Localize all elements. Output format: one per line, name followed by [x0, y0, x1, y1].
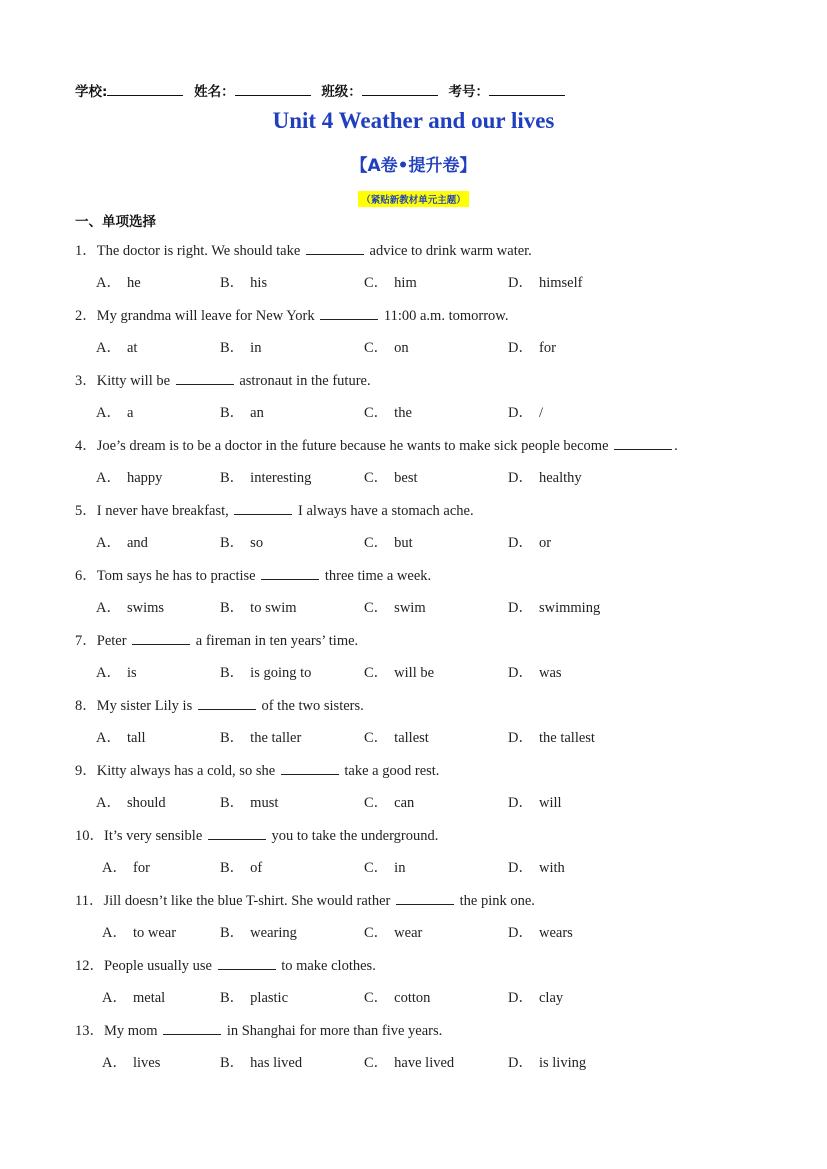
option-text: must	[250, 795, 279, 811]
question-text	[75, 369, 371, 390]
option-text: is living	[538, 1055, 587, 1071]
option-text: healthy	[538, 470, 582, 486]
option-text: swims	[126, 600, 165, 616]
option-text: at	[126, 340, 138, 356]
option-text: in	[250, 340, 262, 356]
option-b[interactable]	[220, 596, 297, 617]
option-text: wears	[538, 925, 573, 941]
option-a[interactable]	[96, 791, 166, 812]
option-b[interactable]	[220, 531, 263, 552]
option-d[interactable]	[508, 986, 563, 1007]
option-c[interactable]	[364, 271, 417, 292]
option-letter: D．	[508, 470, 533, 486]
option-letter: D．	[508, 665, 533, 681]
option-letter: C．	[364, 535, 389, 551]
answer-blank[interactable]	[281, 762, 339, 775]
option-text: metal	[132, 990, 166, 1006]
option-letter: B．	[220, 470, 245, 486]
option-letter: B．	[220, 860, 245, 876]
option-text: will	[538, 795, 562, 811]
option-text: an	[250, 405, 264, 421]
option-letter: A．	[96, 405, 121, 421]
option-letter: C．	[364, 665, 389, 681]
student-info-line	[75, 80, 571, 100]
option-a[interactable]	[96, 401, 133, 422]
option-c[interactable]	[364, 856, 405, 877]
option-b[interactable]	[220, 401, 264, 422]
class-label: 班级：	[321, 84, 362, 100]
answer-blank[interactable]	[163, 1022, 221, 1035]
question-number: 6．	[75, 568, 97, 584]
name-label: 姓名：	[194, 84, 235, 100]
option-text: him	[394, 275, 417, 291]
question-stem-after: the pink one.	[459, 893, 535, 909]
option-letter: B．	[220, 535, 245, 551]
option-letter: C．	[364, 925, 389, 941]
question-number: 8．	[75, 698, 97, 714]
option-a[interactable]	[102, 1051, 160, 1072]
option-letter: B．	[220, 795, 245, 811]
question-stem-before: Jill doesn’t like the blue T-shirt. She would rather	[103, 893, 391, 909]
option-text: best	[394, 470, 418, 486]
answer-blank[interactable]	[234, 502, 292, 515]
option-letter: B．	[220, 925, 245, 941]
option-d[interactable]	[508, 856, 565, 877]
option-c[interactable]	[364, 986, 430, 1007]
question-stem-after: I always have a stomach ache.	[298, 503, 474, 519]
option-letter: A．	[96, 275, 121, 291]
question-stem-before: Peter	[96, 633, 127, 649]
option-text: tall	[126, 730, 146, 746]
option-text: his	[250, 275, 268, 291]
option-text: cotton	[394, 990, 431, 1006]
option-d[interactable]	[508, 531, 551, 552]
option-letter: B．	[220, 1055, 245, 1071]
option-text: happy	[126, 470, 163, 486]
option-a[interactable]	[96, 726, 146, 747]
question-text	[75, 1019, 442, 1040]
question-number: 1．	[75, 243, 97, 259]
option-letter: A．	[96, 665, 121, 681]
option-letter: D．	[508, 1055, 533, 1071]
question-item	[0, 564, 827, 629]
question-stem-before: My mom	[104, 1023, 158, 1039]
question-stem-after: three time a week.	[324, 568, 432, 584]
option-text: is going to	[250, 665, 312, 681]
option-b[interactable]	[220, 856, 262, 877]
question-number: 13．	[75, 1023, 104, 1039]
class-field[interactable]	[362, 83, 438, 96]
question-stem-before: My sister Lily is	[96, 698, 193, 714]
option-a[interactable]	[96, 336, 137, 357]
question-text	[75, 824, 438, 845]
question-text	[75, 239, 532, 260]
answer-blank[interactable]	[198, 697, 256, 710]
question-item	[0, 499, 827, 564]
option-b[interactable]	[220, 791, 278, 812]
answer-blank[interactable]	[208, 827, 266, 840]
option-c[interactable]	[364, 531, 413, 552]
question-stem-after: to make clothes.	[281, 958, 376, 974]
option-a[interactable]	[96, 466, 162, 487]
option-text: plastic	[250, 990, 289, 1006]
answer-blank[interactable]	[320, 307, 378, 320]
option-letter: C．	[364, 990, 389, 1006]
question-number: 12．	[75, 958, 104, 974]
option-text: for	[132, 860, 150, 876]
option-letter: D．	[508, 340, 533, 356]
option-c[interactable]	[364, 921, 422, 942]
option-text: with	[538, 860, 565, 876]
option-text: will be	[394, 665, 435, 681]
option-letter: A．	[96, 470, 121, 486]
question-stem-after: 11:00 a.m. tomorrow.	[383, 308, 509, 324]
question-text	[75, 629, 358, 650]
option-text: so	[250, 535, 264, 551]
page-title: Unit 4 Weather and our lives	[272, 108, 555, 133]
option-a[interactable]	[96, 271, 141, 292]
question-stem-before: My grandma will leave for New York	[96, 308, 315, 324]
question-stem-after: astronaut in the future.	[239, 373, 371, 389]
option-letter: A．	[102, 1055, 127, 1071]
section-title: 一、单项选择	[75, 214, 156, 230]
question-text	[75, 694, 364, 715]
option-text: the	[394, 405, 412, 421]
option-letter: B．	[220, 665, 245, 681]
option-c[interactable]	[364, 726, 429, 747]
exam-number-field[interactable]	[489, 83, 565, 96]
question-stem-after: you to take the underground.	[271, 828, 439, 844]
option-text: /	[538, 405, 544, 421]
question-stem-before: I never have breakfast,	[96, 503, 229, 519]
option-letter: A．	[96, 600, 121, 616]
question-stem-after: in Shanghai for more than five years.	[226, 1023, 443, 1039]
option-text: wear	[394, 925, 423, 941]
question-item	[0, 369, 827, 434]
option-d[interactable]	[508, 1051, 586, 1072]
option-letter: D．	[508, 860, 533, 876]
option-letter: D．	[508, 535, 533, 551]
question-number: 9．	[75, 763, 97, 779]
option-letter: D．	[508, 405, 533, 421]
option-letter: D．	[508, 275, 533, 291]
option-text: the tallest	[538, 730, 595, 746]
question-stem-after: advice to drink warm water.	[369, 243, 532, 259]
option-a[interactable]	[96, 531, 148, 552]
question-number: 10．	[75, 828, 104, 844]
question-number: 4．	[75, 438, 97, 454]
question-text	[75, 889, 535, 910]
option-text: or	[538, 535, 552, 551]
highlight-tag: （紧贴新教材单元主题）	[358, 191, 469, 207]
option-letter: D．	[508, 600, 533, 616]
option-c[interactable]	[364, 791, 414, 812]
option-letter: C．	[364, 600, 389, 616]
option-text: wearing	[250, 925, 297, 941]
question-number: 11．	[75, 893, 104, 909]
option-text: the taller	[250, 730, 302, 746]
option-d[interactable]	[508, 271, 582, 292]
option-letter: D．	[508, 730, 533, 746]
option-text: himself	[538, 275, 583, 291]
option-text: is	[126, 665, 137, 681]
question-stem-after: take a good rest.	[344, 763, 440, 779]
answer-blank[interactable]	[261, 567, 319, 580]
question-item	[0, 824, 827, 889]
question-text	[75, 434, 678, 455]
question-stem-before: Kitty always has a cold, so she	[96, 763, 276, 779]
option-text: clay	[538, 990, 564, 1006]
option-letter: A．	[102, 860, 127, 876]
option-c[interactable]	[364, 336, 409, 357]
question-number: 2．	[75, 308, 97, 324]
question-item	[0, 694, 827, 759]
option-letter: D．	[508, 990, 533, 1006]
question-number: 3．	[75, 373, 97, 389]
question-item	[0, 304, 827, 369]
question-stem-after: of the two sisters.	[261, 698, 364, 714]
answer-blank[interactable]	[306, 242, 364, 255]
option-letter: C．	[364, 730, 389, 746]
question-number: 7．	[75, 633, 97, 649]
option-text: swimming	[538, 600, 601, 616]
option-b[interactable]	[220, 1051, 302, 1072]
option-a[interactable]	[102, 986, 165, 1007]
option-letter: C．	[364, 1055, 389, 1071]
option-letter: C．	[364, 795, 389, 811]
option-letter: C．	[364, 275, 389, 291]
answer-blank[interactable]	[396, 892, 454, 905]
option-d[interactable]	[508, 921, 573, 942]
option-letter: C．	[364, 340, 389, 356]
option-b[interactable]	[220, 986, 288, 1007]
paper-subtitle: 【A卷•提升卷】	[350, 156, 477, 176]
option-text: but	[394, 535, 413, 551]
option-text: interesting	[250, 470, 312, 486]
option-text: was	[538, 665, 562, 681]
question-stem-before: Joe’s dream is to be a doctor in the future because he wants to make sick people become	[96, 438, 609, 454]
option-letter: C．	[364, 405, 389, 421]
option-letter: B．	[220, 275, 245, 291]
question-number: 5．	[75, 503, 97, 519]
option-letter: D．	[508, 795, 533, 811]
question-stem-before: People usually use	[104, 958, 212, 974]
option-text: can	[394, 795, 415, 811]
question-text	[75, 499, 474, 520]
question-stem-before: It’s very sensible	[104, 828, 203, 844]
option-a[interactable]	[96, 596, 164, 617]
question-stem-before: The doctor is right. We should take	[96, 243, 301, 259]
option-letter: A．	[96, 795, 121, 811]
question-item	[0, 629, 827, 694]
question-item	[0, 434, 827, 499]
option-letter: D．	[508, 925, 533, 941]
option-a[interactable]	[96, 661, 137, 682]
option-b[interactable]	[220, 726, 301, 747]
question-item	[0, 889, 827, 954]
option-letter: C．	[364, 470, 389, 486]
option-d[interactable]	[508, 336, 556, 357]
option-c[interactable]	[364, 401, 412, 422]
question-text	[75, 759, 439, 780]
option-b[interactable]	[220, 336, 261, 357]
option-text: for	[538, 340, 556, 356]
option-text: in	[394, 860, 406, 876]
option-text: swim	[394, 600, 426, 616]
option-b[interactable]	[220, 466, 311, 487]
question-stem-before: Tom says he has to practise	[96, 568, 256, 584]
option-text: a	[126, 405, 134, 421]
name-field[interactable]	[235, 83, 311, 96]
option-c[interactable]	[364, 596, 426, 617]
option-text: should	[126, 795, 166, 811]
option-text: of	[250, 860, 263, 876]
option-b[interactable]	[220, 921, 297, 942]
question-text	[75, 304, 508, 325]
question-stem-after: a fireman in ten years’ time.	[195, 633, 359, 649]
option-text: to wear	[132, 925, 177, 941]
question-stem-before: Kitty will be	[96, 373, 171, 389]
question-item	[0, 954, 827, 1019]
option-text: and	[126, 535, 148, 551]
question-item	[0, 1019, 827, 1084]
option-letter: A．	[102, 925, 127, 941]
option-text: lives	[132, 1055, 161, 1071]
option-d[interactable]	[508, 596, 600, 617]
option-letter: B．	[220, 405, 245, 421]
option-letter: B．	[220, 340, 245, 356]
question-text	[75, 954, 376, 975]
option-c[interactable]	[364, 1051, 454, 1072]
option-d[interactable]	[508, 791, 562, 812]
school-label: 学校:	[75, 84, 108, 100]
option-d[interactable]	[508, 661, 562, 682]
answer-blank[interactable]	[614, 437, 672, 450]
answer-blank[interactable]	[176, 372, 234, 385]
option-c[interactable]	[364, 466, 418, 487]
question-stem-after: .	[674, 438, 678, 454]
option-letter: A．	[102, 990, 127, 1006]
option-text: tallest	[394, 730, 429, 746]
option-b[interactable]	[220, 661, 311, 682]
exam-number-label: 考号：	[448, 84, 490, 100]
answer-blank[interactable]	[132, 632, 190, 645]
question-item	[0, 239, 827, 304]
option-letter: B．	[220, 730, 245, 746]
option-b[interactable]	[220, 271, 267, 292]
option-text: on	[394, 340, 409, 356]
question-item	[0, 759, 827, 824]
option-a[interactable]	[102, 921, 176, 942]
option-c[interactable]	[364, 661, 434, 682]
option-text: to swim	[250, 600, 297, 616]
option-letter: B．	[220, 600, 245, 616]
option-letter: C．	[364, 860, 389, 876]
option-a[interactable]	[102, 856, 150, 877]
option-text: have lived	[394, 1055, 455, 1071]
option-letter: A．	[96, 340, 121, 356]
option-letter: B．	[220, 990, 245, 1006]
answer-blank[interactable]	[218, 957, 276, 970]
option-letter: A．	[96, 730, 121, 746]
school-field[interactable]	[107, 83, 183, 96]
option-letter: A．	[96, 535, 121, 551]
option-d[interactable]	[508, 401, 543, 422]
option-d[interactable]	[508, 466, 582, 487]
option-text: has lived	[250, 1055, 303, 1071]
option-d[interactable]	[508, 726, 595, 747]
option-text: he	[126, 275, 141, 291]
question-text	[75, 564, 431, 585]
